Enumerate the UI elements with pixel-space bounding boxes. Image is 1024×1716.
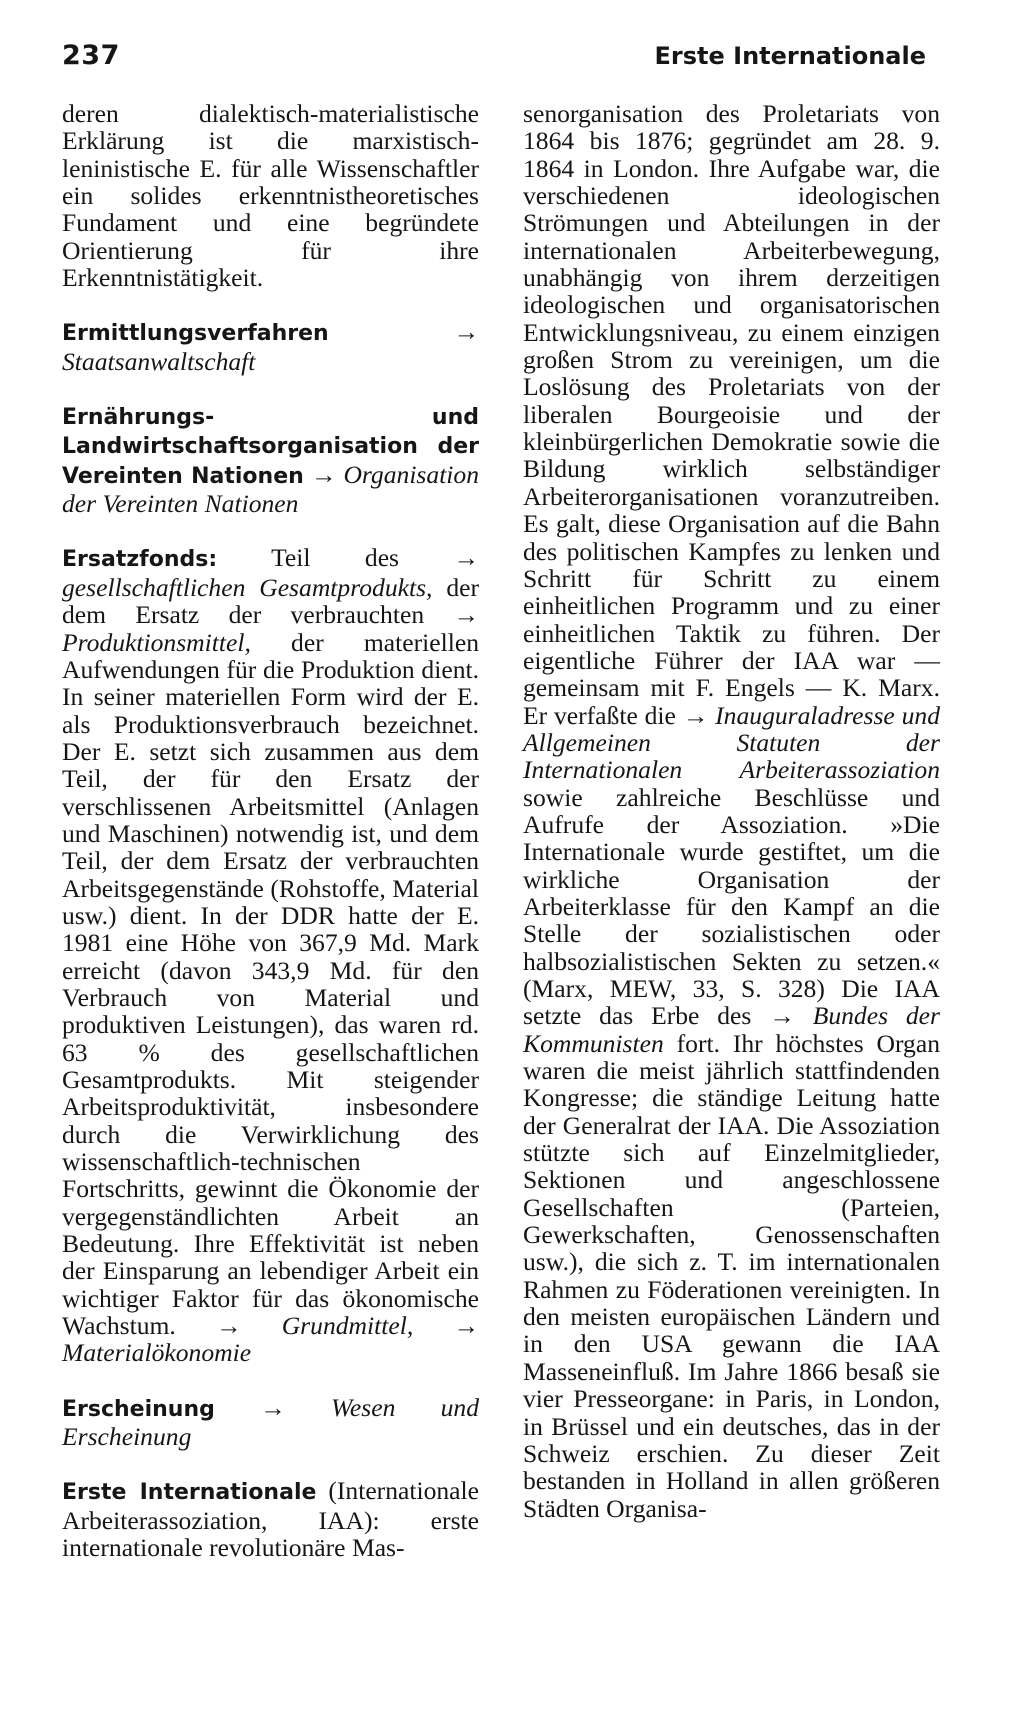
entry-text: der dem Ersatz der verbrauchten	[62, 572, 479, 630]
headword: Ernährungs- und Landwirtschaftsorganisation der Vereinten Nationen	[62, 405, 479, 489]
left-column	[62, 100, 479, 1562]
running-head: Erste Internationale	[654, 42, 926, 70]
entry-ermittlungsverfahren	[62, 318, 479, 375]
entry-text: fort. Ihr höchstes Organ waren die meist jährlich stattfindenden Kongresse; die ständige Leitung hatte der Generalrat der IAA. Die Assoziation stützte sich auf Einzelmitglieder, Sektionen und angeschlossene Gesellschaften (Parteien, Gewerkschaften, Genossenschaften usw.), die sich z. T. im internationalen Rahmen zu Föderationen vereinigten. In den meisten europäischen Ländern und in den USA gewann die IAA Masseneinfluß. Im Jahre 1866 besaß sie vier Presseorgane: in Paris, in London, in Brüssel und ein deutsches, das in der Schweiz erschien. Zu dieser Zeit bestanden in Holland in allen größeren Städten Organisa-	[523, 1028, 941, 1523]
arrow-icon: →	[682, 700, 709, 730]
right-column	[523, 100, 940, 1522]
cross-reference[interactable]: Wesen und Erscheinung	[62, 1392, 479, 1452]
entry-text: der materiellen Aufwendungen für die Produktion dient. In seiner materiellen Form wird der E. als Produktionsverbrauch bezeichnet. Der E. setzt sich zusammen aus dem Teil, der für den Ersatz der verschlissenen Arbeitsmittel (Anlagen und Maschinen) notwendig ist, und dem Teil, der dem Ersatz der verbrauchten Arbeitsgegenstände (Rohstoffe, Material usw.) dient. In der DDR hatte der E. 1981 eine Höhe von 367,9 Md. Mark erreicht (davon 343,9 Md. für den Verbrauch von Material und produktiven Leistungen), das waren rd. 63 % des gesellschaftlichen Gesamtprodukts. Mit steigender Arbeitsproduktivität, insbesondere durch die Verwirklichung des wissenschaftlich-technischen Fortschritts, gewinnt die Ökonomie der vergegenständlichten Arbeit an Bedeutung. Ihre Effektivität ist neben der Einsparung an lebendiger Arbeit ein wichtiger Faktor für das ökonomische Wachstum.	[62, 627, 479, 1341]
entry-text: Teil des	[271, 543, 400, 573]
entry-text: sowie zahlreiche Beschlüsse und Aufrufe der Assoziation. »Die Internationale wurde gestiftet, um die wirkliche Organisation der Arbeiterklasse für den Kampf an die Stelle der sozialistischen oder halbsozialistischen Sekten zu setzen.« (Marx, MEW, 33, S. 328) Die IAA setzte das Erbe des	[523, 782, 940, 1031]
arrow-icon: →	[769, 1001, 795, 1031]
entry-erste-internationale	[62, 1477, 479, 1561]
cross-reference[interactable]: Grundmittel,	[281, 1311, 414, 1341]
cross-reference[interactable]: Staatsanwaltschaft	[62, 346, 256, 376]
entry-erscheinung	[62, 1394, 479, 1451]
page-number: 237	[62, 40, 120, 71]
entry-erste-internationale-continued	[523, 100, 940, 1522]
arrow-icon: →	[260, 1392, 286, 1422]
arrow-icon: →	[453, 543, 479, 573]
headword: Erscheinung	[62, 1396, 215, 1422]
arrow-icon: →	[453, 600, 479, 630]
cross-reference[interactable]: Organisation der Vereinten Nationen	[62, 459, 480, 519]
entry-continuation	[62, 100, 479, 291]
entry-text: (Internationale Arbeiterassoziation, IAA): erste internationale revolutionäre Mas-	[62, 1476, 479, 1563]
arrow-icon: →	[215, 1311, 242, 1341]
headword: Ermittlungsverfahren	[62, 321, 329, 347]
entry-ernaehrungs-und-landwirtschaftsorganisation	[62, 402, 479, 517]
headword: Ersatzfonds:	[62, 547, 218, 573]
arrow-icon: →	[310, 459, 337, 489]
cross-reference[interactable]: Produktionsmittel,	[62, 627, 251, 657]
cross-reference[interactable]: Materialökonomie	[62, 1338, 252, 1368]
cross-reference[interactable]: Inauguraladresse und Allgemeinen Statuten der Internationalen Arbeiterassoziation	[523, 700, 940, 785]
headword: Erste Internationale	[62, 1480, 317, 1506]
entry-text: deren dialektisch-materialistische Erklärung ist die marxistisch-leninistische E. für alle Wissenschaftler ein solides erkenntnistheoretisches Fundament und eine begründete Orientierung für ihre Erkenntnistätigkeit.	[62, 99, 479, 293]
arrow-icon: →	[453, 317, 479, 347]
cross-reference[interactable]: Bundes der Kommunisten	[523, 1001, 940, 1058]
entry-text: senorganisation des Proletariats von 1864 bis 1876; gegründet am 28. 9. 1864 in London. Ihre Aufgabe war, die verschiedenen ideologischen Strömungen und Abteilungen in der internationalen Arbeiterbewegung, unabhängig von ihrem derzeitigen ideologischen und organisatorischen Entwicklungsniveau, zu einem einzigen großen Strom zu vereinigen, um die Loslösung des Proletariats von der liberalen Bourgeoisie und der kleinbürgerlichen Demokratie sowie die Bildung wirklich selbständiger Arbeiterorganisationen voranzutreiben. Es galt, diese Organisation auf die Bahn des politischen Kampfes zu lenken und Schritt für Schritt zu einem einheitlichen Programm und zu einer einheitlichen Taktik zu führen. Der eigentliche Führer der IAA war — gemeinsam mit F. Engels — K. Marx. Er verfaßte die	[523, 99, 940, 730]
entry-ersatzfonds	[62, 544, 479, 1366]
arrow-icon: →	[453, 1311, 479, 1341]
cross-reference[interactable]: gesellschaftlichen Gesamtprodukts,	[62, 572, 433, 602]
